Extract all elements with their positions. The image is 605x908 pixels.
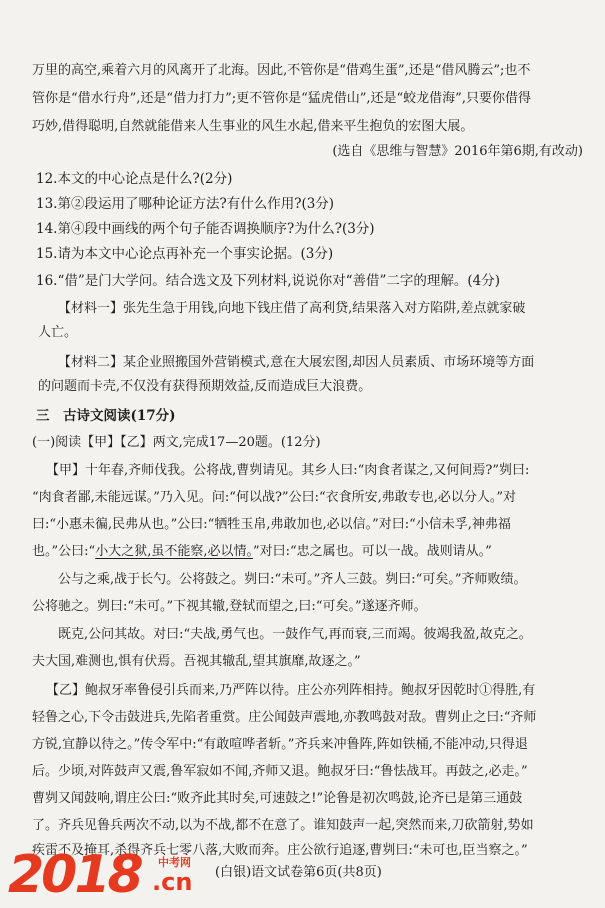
material-2-line-1: 【材料二】某企业照搬国外营销模式,意在大展宏图,却因人员素质、市场环境等方面 (58, 355, 535, 370)
yi-line-1: 【乙】鲍叔牙率鲁侵引兵而来,乃严阵以待。庄公亦列阵相持。鲍叔牙因乾时①得胜,有 (46, 683, 536, 698)
material-1-line-1: 【材料一】张先生急于用钱,向地下钱庄借了高利贷,结果落入对方陷阱,差点就家破 (58, 301, 526, 316)
jia-line-6: 公将驰之。刿曰:“未可。”下视其辙,登轼而望之,曰:“可矣。”遂逐齐师。 (32, 599, 427, 614)
yi-line-5: 曹刿又闻鼓响,谓庄公曰:“败齐此其时矣,可速鼓之!”论鲁是初次鸣鼓,论齐已是第三通鼓 (32, 791, 523, 806)
subsection-1-heading: (一)阅读【甲】【乙】两文,完成17—20题。(12分) (32, 435, 321, 450)
jia-line-3: 曰:“小惠未徧,民弗从也。”公曰:“牺牲玉帛,弗敢加也,必以信。”对曰:“小信未孚,神弗福 (32, 517, 511, 532)
material-1-line-2: 人亡。 (38, 325, 78, 340)
yi-line-2: 轻鲁之心,下令击鼓进兵,先陷者重赏。庄公闻鼓声震地,亦教鸣鼓对敌。曹刿止之曰:“齐师 (32, 710, 537, 725)
yi-line-7: 疾雷不及掩耳,杀得齐兵七零八落,大败而奔。庄公欲行追逐,曹刿曰:“未可也,臣当察之。” (32, 843, 528, 858)
material-2-line-2: 的问题而卡壳,不仅没有获得预期效益,反而造成巨大浪费。 (38, 379, 372, 394)
essay-line-3: 巧妙,借得聪明,自然就能借来人生事业的风生水起,借来平生抱负的宏图大展。 (32, 119, 474, 134)
essay-line-1: 万里的高空,乘着六月的风离开了北海。因此,不管你是“借鸡生蛋”,还是“借风腾云”;也不 (32, 63, 531, 78)
question-15: 15.请为本文中心论点再补充一个事实论据。(3分) (36, 246, 334, 262)
logo-site-name: 中考网 (158, 856, 191, 869)
yi-line-3: 方锐,宜静以待之。”传令军中:“有敢喧哗者斩。”齐兵来冲鲁阵,阵如铁桶,不能冲动,只得退 (32, 737, 528, 752)
question-13: 13.第②段运用了哪种论证方法?有什么作用?(3分) (36, 196, 335, 212)
question-14: 14.第④段中画线的两个句子能否调换顺序?为什么?(3分) (36, 221, 375, 237)
question-12: 12.本文的中心论点是什么?(2分) (36, 171, 233, 187)
jia-line-2: “肉食者鄙,未能远谋。”乃入见。问:“何以战?”公曰:“衣食所安,弗敢专也,必以分人。”对 (32, 490, 517, 505)
underlined-sentence: 小大之狱,虽不能察,必以情。 (95, 544, 253, 559)
source-citation: (选自《思维与智慧》2016年第6期,有改动) (332, 144, 583, 159)
page-footer: (白银)语文试卷第6页(共8页) (215, 865, 382, 880)
yi-line-4: 后。少顷,对阵鼓声又震,鲁军寂如不闻,齐师又退。鲍叔牙曰:“鲁怯战耳。再鼓之,必走。” (32, 764, 528, 779)
yi-line-6: 了。齐兵见鲁兵两次不动,以为不战,都不在意了。谁知鼓声一起,突然而来,刀砍箭射,势如 (32, 818, 534, 833)
jia-line-5: 公与之乘,战于长勺。公将鼓之。刿曰:“未可。”齐人三鼓。刿曰:“可矣。”齐师败绩。 (58, 572, 527, 587)
jia-line-7: 既克,公问其故。对曰:“夫战,勇气也。一鼓作气,再而衰,三而竭。彼竭我盈,故克之。 (58, 627, 532, 642)
watermark-logo (8, 846, 208, 904)
jia-line-4 (32, 541, 583, 563)
question-16: 16.“借”是门大学问。结合选文及下列材料,说说你对“善借”二字的理解。(4分) (36, 273, 500, 289)
essay-line-2: 管你是“借水行舟”,还是“借力打力”;更不管你是“猛虎借山”,还是“蛟龙借海”,只要你借得 (32, 91, 531, 106)
jia-line-1: 【甲】十年春,齐师伐我。公将战,曹刿请见。其乡人曰:“肉食者谋之,又何间焉?”刿曰: (46, 463, 530, 478)
jia-line-4-pre: 也。”公曰:“ (32, 544, 96, 559)
section-3-heading: 三 古诗文阅读(17分) (36, 408, 176, 424)
jia-line-8: 夫大国,难测也,惧有伏焉。吾视其辙乱,望其旗靡,故逐之。” (32, 654, 361, 669)
logo-number: 2018 (8, 845, 141, 905)
logo-domain: .cn (152, 868, 193, 896)
jia-line-4-post: ”对曰:“忠之属也。可以一战。战则请从。” (252, 544, 492, 559)
